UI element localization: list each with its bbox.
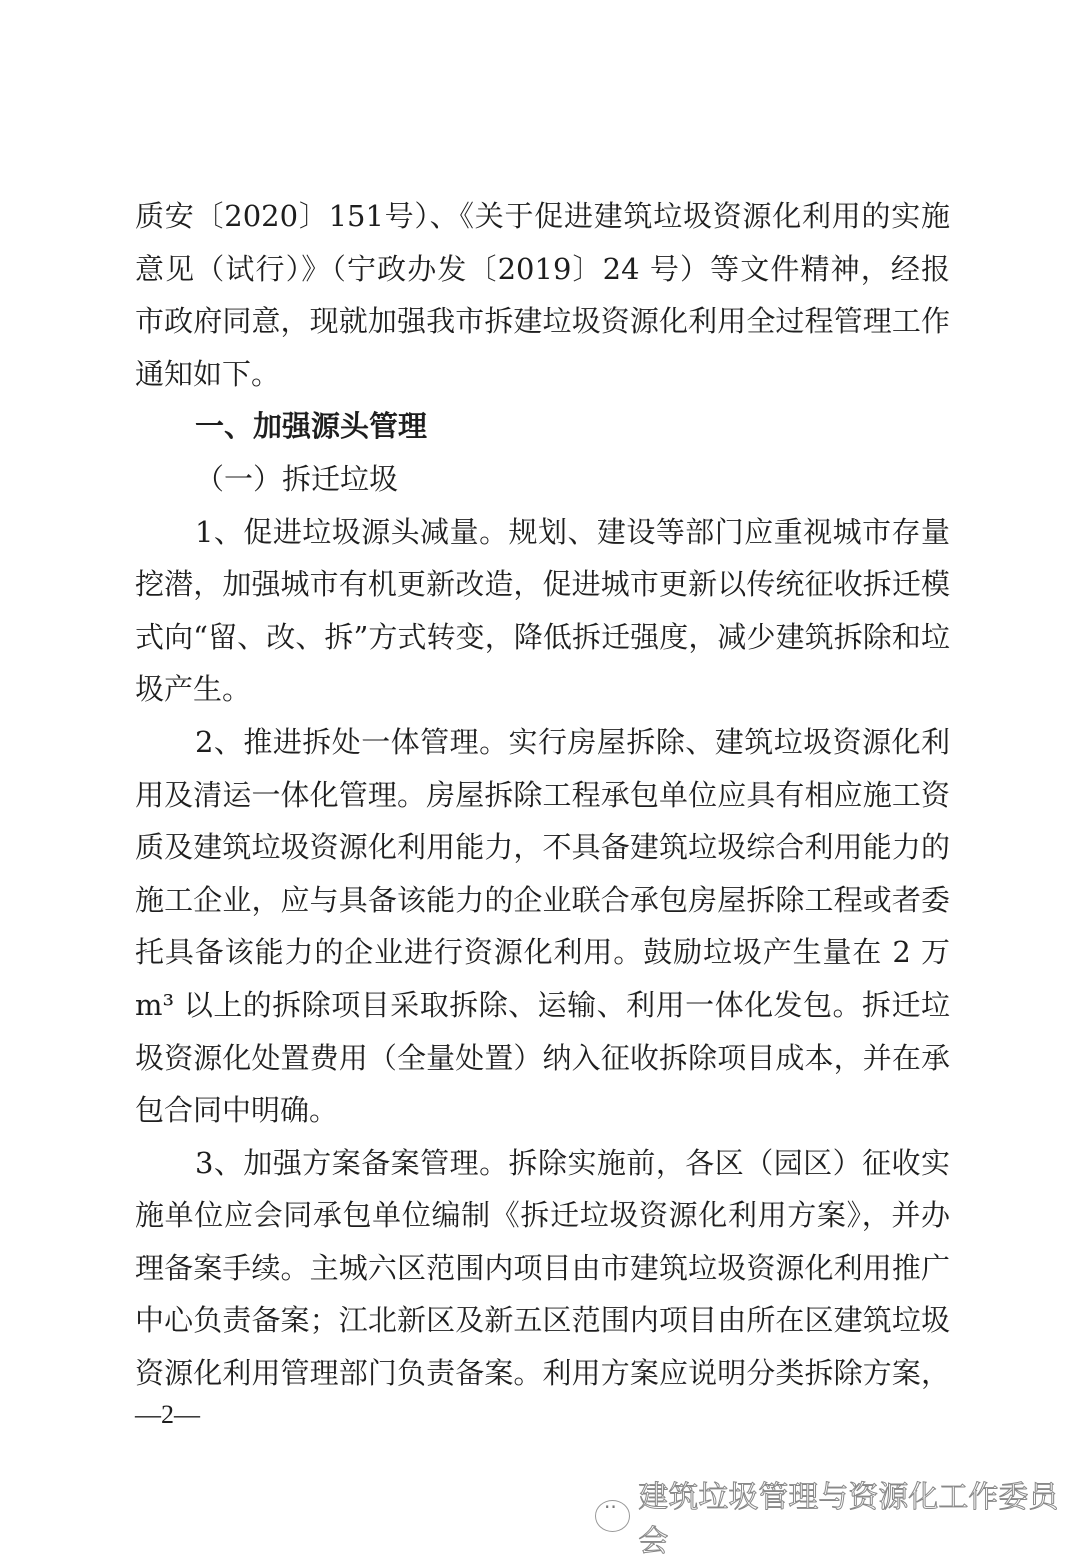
watermark (595, 1472, 1080, 1560)
text-line: 包合同中明确。 (135, 1093, 339, 1128)
page-number: —2— (135, 1400, 200, 1429)
text-line: 施工企业，应与具备该能力的企业联合承包房屋拆除工程或者委 (135, 882, 950, 917)
paragraph-item-3 (135, 1137, 950, 1400)
text-line: m³ 以上的拆除项目采取拆除、运输、利用一体化发包。拆迁垃 (135, 987, 950, 1022)
text-line: 圾产生。 (135, 672, 252, 707)
subsection-heading: （一）拆迁垃圾 (195, 461, 399, 496)
text-line: 质安〔2020〕151号）、《关于促进建筑垃圾资源化利用的实施 (135, 199, 950, 233)
text-line: 质及建筑垃圾资源化利用能力，不具备建筑垃圾综合利用能力的 (135, 830, 950, 865)
text-line: 理备案手续。主城六区范围内项目由市建筑垃圾资源化利用推广 (135, 1250, 950, 1285)
text-line: 式向“留、改、拆”方式转变，降低拆迁强度，减少建筑拆除和垃 (135, 619, 950, 654)
watermark-text: 建筑垃圾管理与资源化工作委员会 (638, 1480, 1059, 1559)
text-line: 资源化利用管理部门负责备案。利用方案应说明分类拆除方案， (135, 1356, 950, 1391)
section-heading: 一、加强源头管理 (195, 409, 428, 444)
text-line: 圾资源化处置费用（全量处置）纳入征收拆除项目成本，并在承 (135, 1040, 950, 1075)
text-line: 1、促进垃圾源头减量。规划、建设等部门应重视城市存量 (195, 514, 950, 549)
document-body (135, 190, 950, 1400)
text-line: 通知如下。 (135, 356, 281, 391)
text-line: 挖潜，加强城市有机更新改造，促进城市更新以传统征收拆迁模 (135, 567, 950, 602)
text-line: 托具备该能力的企业进行资源化利用。鼓励垃圾产生量在 2 万 (135, 935, 950, 970)
text-line: 意见（试行）》（宁政办发〔2019〕24 号）等文件精神，经报 (135, 251, 950, 286)
wechat-icon (595, 1500, 630, 1532)
text-line: 市政府同意，现就加强我市拆建垃圾资源化利用全过程管理工作 (135, 304, 950, 339)
text-line: 中心负责备案；江北新区及新五区范围内项目由所在区建筑垃圾 (135, 1303, 950, 1338)
paragraph-intro (135, 190, 950, 400)
text-line: 用及清运一体化管理。房屋拆除工程承包单位应具有相应施工资 (135, 777, 950, 812)
text-line: 3、加强方案备案管理。拆除实施前，各区（园区）征收实 (195, 1145, 950, 1180)
paragraph-item-2 (135, 716, 950, 1137)
paragraph-item-1 (135, 506, 950, 716)
text-line: 2、推进拆处一体管理。实行房屋拆除、建筑垃圾资源化利 (195, 724, 950, 759)
text-line: 施单位应会同承包单位编制《拆迁垃圾资源化利用方案》，并办 (135, 1198, 950, 1233)
